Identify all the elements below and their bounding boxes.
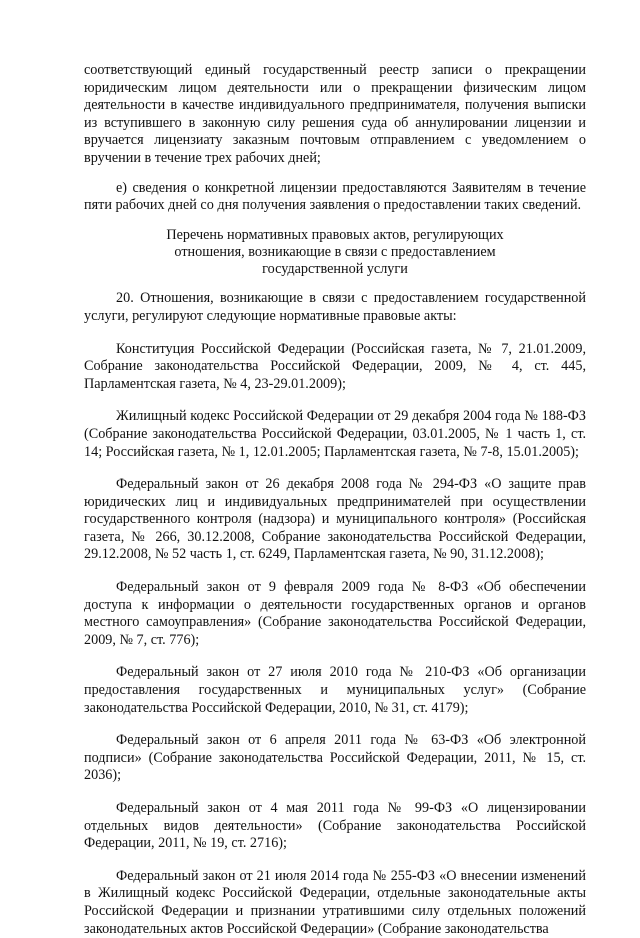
- act-210-fz: Федеральный закон от 27 июля 2010 года № 210-ФЗ «Об организации предоставления государственных и муниципальных услуг» (Собрание законодательства Российской Федерации, 2010, № 31, ст. 4179);: [84, 664, 586, 716]
- paragraph-20: 20. Отношения, возникающие в связи с предоставлением государственной услуги, регулируют следующие нормативные правовые акты:: [84, 290, 586, 324]
- act-294-fz: Федеральный закон от 26 декабря 2008 года № 294-ФЗ «О защите прав юридических лиц и индивидуальных предпринимателей при осуществлении государственного контроля (надзора) и муниципального контроля» (Российская газета, № 266, 30.12.2008, Собрание законодательства Российской Федерации, 29.12.2008, № 52 часть 1, ст. 6249, Парламентская газета, № 90, 31.12.2008);: [84, 476, 586, 563]
- section-heading-line: отношения, возникающие в связи с предоставлением: [174, 243, 496, 260]
- act-99-fz: Федеральный закон от 4 мая 2011 года № 99-ФЗ «О лицензировании отдельных видов деятельности» (Собрание законодательства Российской Федерации, 2011, № 19, ст. 2716);: [84, 800, 586, 852]
- act-constitution: Конституция Российской Федерации (Российская газета, № 7, 21.01.2009, Собрание законодательства Российской Федерации, 2009, № 4, ст. 445, Парламентская газета, № 4, 23-29.01.2009);: [84, 340, 586, 392]
- item-e-paragraph: е) сведения о конкретной лицензии предоставляются Заявителям в течение пяти рабочих дней со дня получения заявления о предоставлении таких сведений.: [84, 179, 586, 214]
- act-63-fz: Федеральный закон от 6 апреля 2011 года № 63-ФЗ «Об электронной подписи» (Собрание законодательства Российской Федерации, 2011, № 15, ст. 2036);: [84, 732, 586, 784]
- section-heading-line: государственной услуги: [262, 261, 408, 278]
- continuation-paragraph: соответствующий единый государственный реестр записи о прекращении юридическим лицом деятельности или о прекращении физическим лицом деятельности в качестве индивидуального предпринимателя, получения выписки из вступившего в законную силу решения суда об аннулировании лицензии и вручается лицензиату заказным почтовым отправлением с уведомлением о вручении в течение трех рабочих дней;: [84, 62, 586, 166]
- act-255-fz: Федеральный закон от 21 июля 2014 года № 255-ФЗ «О внесении изменений в Жилищный кодекс Российской Федерации, отдельные законодательные акты Российской Федерации и признании утратившими силу отдельных положений законодательных актов Российской Федерации» (Собрание законодательства: [84, 867, 586, 937]
- section-heading: [84, 227, 586, 279]
- act-housing-code: Жилищный кодекс Российской Федерации от 29 декабря 2004 года № 188-ФЗ (Собрание законодательства Российской Федерации, 03.01.2005, № 1 часть 1, ст. 14; Российская газета, № 1, 12.01.2005; Парламентская газета, № 7-8, 15.01.2005);: [84, 408, 586, 460]
- section-heading-line: Перечень нормативных правовых актов, регулирующих: [166, 226, 504, 243]
- act-8-fz: Федеральный закон от 9 февраля 2009 года № 8-ФЗ «Об обеспечении доступа к информации о деятельности государственных органов и органов местного самоуправления» (Собрание законодательства Российской Федерации, 2009, № 7, ст. 776);: [84, 579, 586, 648]
